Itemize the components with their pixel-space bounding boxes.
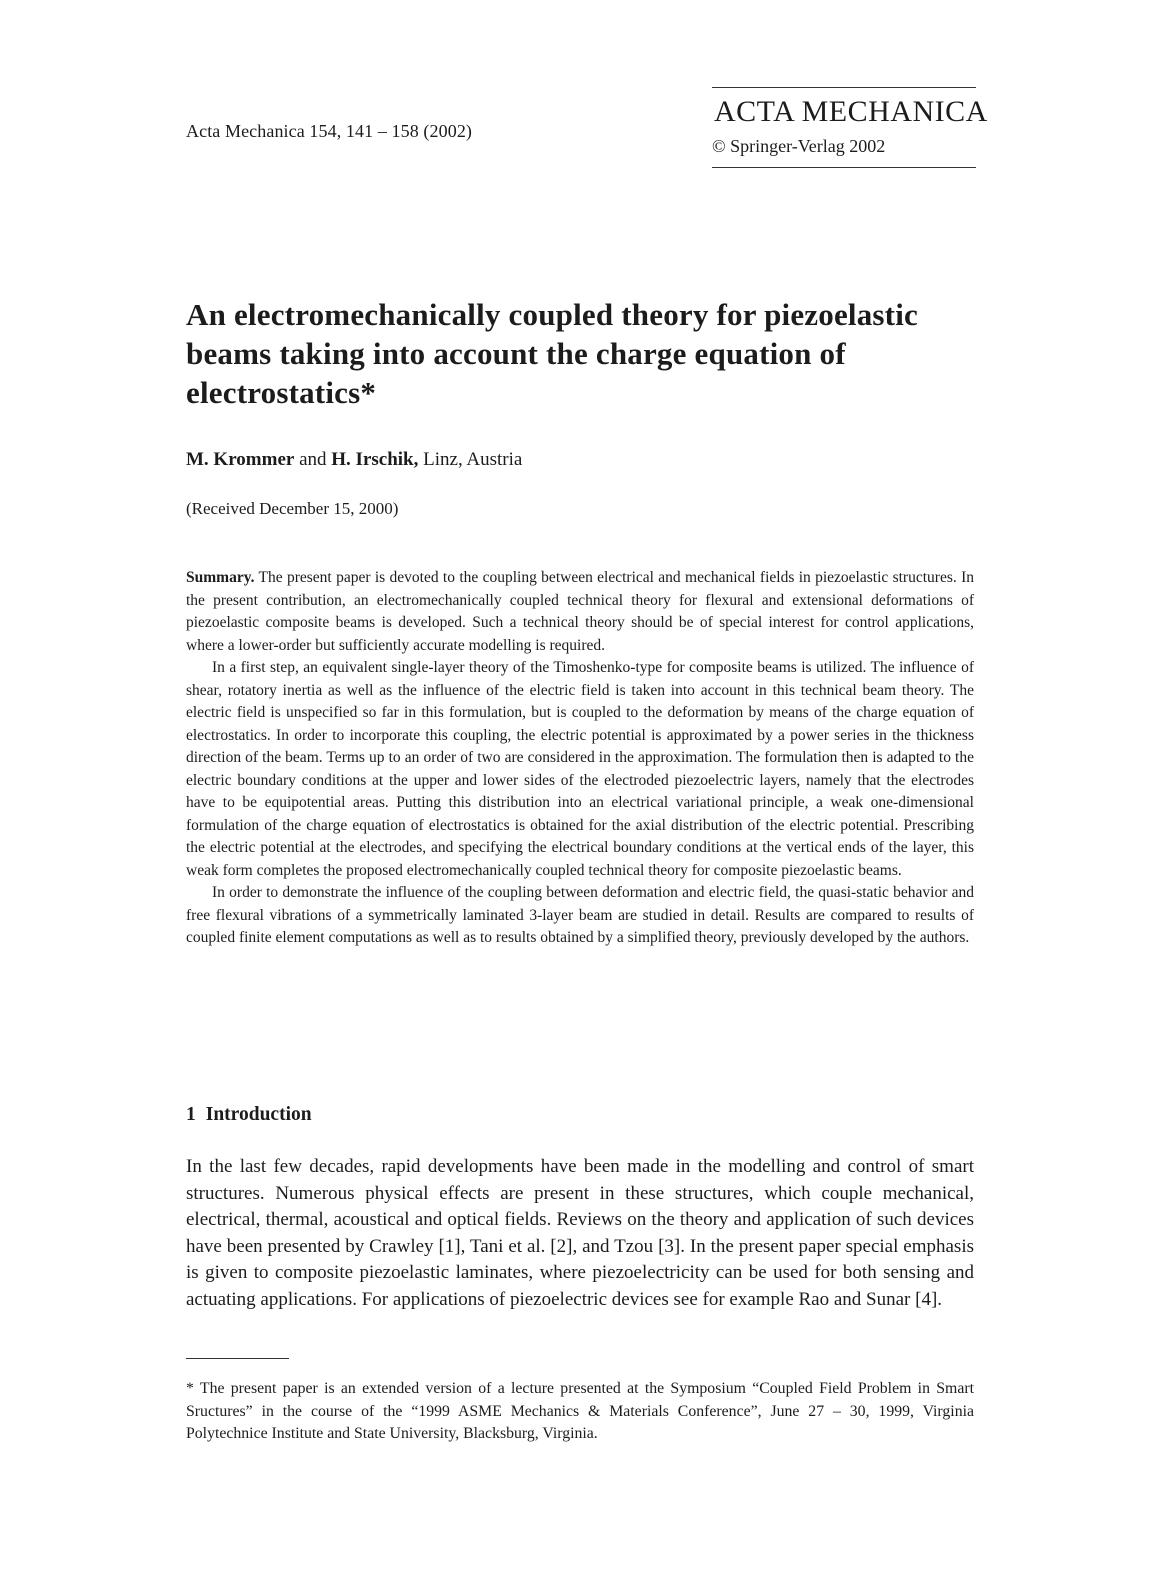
journal-citation: Acta Mechanica 154, 141 – 158 (2002) xyxy=(186,121,473,141)
section-number: 1 xyxy=(186,1104,196,1125)
received-date: (Received December 15, 2000) xyxy=(186,499,399,518)
abstract-text: The present paper is devoted to the coupling between electrical and mechanical fields in piezoelastic structures. In the present contribution, an electromechanically coupled technical theory for flexural and extensional deformations of piezoelastic composite beams is developed. Such a technical theory should be of special interest for control applications, where a lower-order but sufficiently accurate modelling is required. xyxy=(186,569,974,654)
journal-top-rule xyxy=(712,87,976,88)
footnote: * The present paper is an extended version of a lecture presented at the Symposium “Coupled Field Problem in Smart Sructures” in the course of the “1999 ASME Mechanics & Materials Conference”, June 27 – 30, 1999, Virginia Polytechnice Institute and State University, Blacksburg, Virginia. xyxy=(186,1380,974,1442)
copyright-notice: © Springer-Verlag 2002 xyxy=(712,136,886,156)
abstract xyxy=(186,567,974,950)
author-line xyxy=(186,449,522,471)
body-paragraph: In the last few decades, rapid developments have been made in the modelling and control of smart structures. Numerous physical effects are present in these structures, which couple mechanical, electrical, thermal, acoustical and optical fields. Reviews on the theory and application of such devices have been presented by Crawley [1], Tani et al. [2], and Tzou [3]. In the present paper special emphasis is given to composite piezoelastic laminates, where piezoelectricity can be used for both sensing and actuating applications. For applications of piezoelectric devices see for example Rao and Sunar [4]. xyxy=(186,1156,974,1310)
abstract-paragraph: In a first step, an equivalent single-layer theory of the Timoshenko-type for composite beams is utilized. The influence of shear, rotatory inertia as well as the influence of the electric field is taken into account in this technical beam theory. The electric field is unspecified so far in this formulation, but is coupled to the deformation by means of the charge equation of electrostatics. In order to incorporate this coupling, the electric potential is approximated by a power series in the thickness direction of the beam. Terms up to an order of two are considered in the approximation. The formulation then is adapted to the electric boundary conditions at the upper and lower sides of the electroded piezoelectric layers, namely that the electrodes have to be equipotential areas. Putting this distribution into an electrical variational principle, a weak one-dimensional formulation of the charge equation of electrostatics is obtained for the axial distribution of the electric potential. Prescribing the electric potential at the electrodes, and specifying the electrical boundary conditions at the vertical ends of the layer, this weak form completes the proposed electromechanically coupled technical theory for composite piezoelastic beams. xyxy=(186,659,974,879)
author-conjunction: and xyxy=(299,449,327,470)
abstract-paragraph xyxy=(186,567,974,657)
journal-bottom-rule xyxy=(712,167,976,168)
abstract-paragraph: In order to demonstrate the influence of the coupling between deformation and electric field, the quasi-static behavior and free flexural vibrations of a symmetrically laminated 3-layer beam are studied in detail. Results are compared to results of coupled finite element computations as well as to results obtained by a simplified theory, previously developed by the authors. xyxy=(186,884,974,946)
author-location: Linz, Austria xyxy=(423,449,523,470)
author-name: M. Krommer xyxy=(186,449,295,470)
section-heading xyxy=(186,1104,312,1126)
paper-title: An electromechanically coupled theory for piezoelastic beams taking into account the charge equation of electrostatics* xyxy=(186,297,918,410)
author-name: H. Irschik, xyxy=(331,449,419,470)
abstract-label: Summary. xyxy=(186,569,255,586)
journal-name: ACTA MECHANICA xyxy=(714,95,988,128)
section-title: Introduction xyxy=(205,1104,312,1125)
footnote-rule xyxy=(186,1358,289,1359)
